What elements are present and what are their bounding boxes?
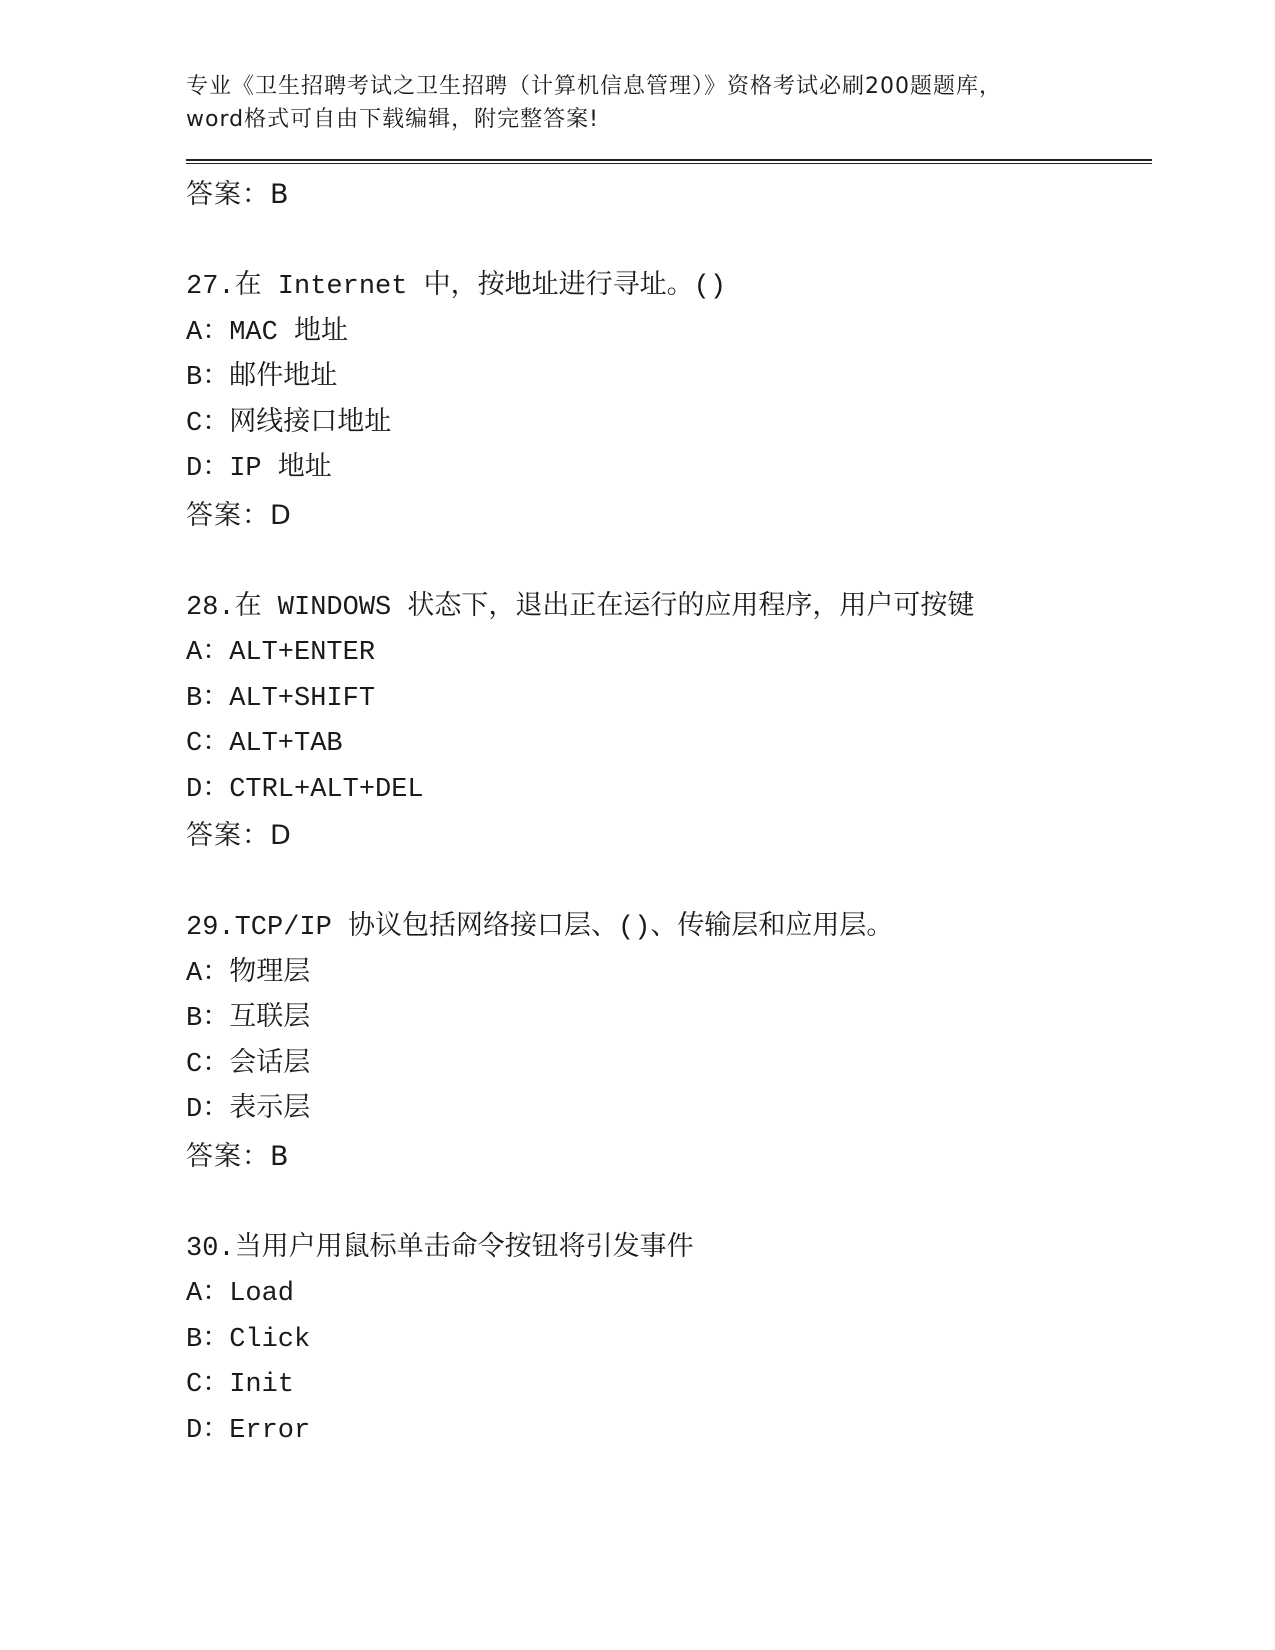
document-header-line-2: word格式可自由下载编辑，附完整答案! (186, 107, 599, 132)
answer-line: 答案：D (186, 820, 292, 851)
question-30 (186, 1227, 1152, 1455)
option-d: D：CTRL+ALT+DEL (186, 774, 424, 805)
question-stem: 29.TCP/IP 协议包括网络接口层、()、传输层和应用层。 (186, 913, 894, 943)
option-c: C：网线接口地址 (186, 408, 392, 439)
option-b: B：邮件地址 (186, 363, 338, 393)
question-stem: 30.当用户用鼠标单击命令按钮将引发事件 (186, 1233, 694, 1264)
answer-line: 答案：D (186, 499, 292, 531)
option-c: C：会话层 (186, 1049, 311, 1080)
option-a: A：MAC 地址 (186, 317, 349, 348)
option-a: A：物理层 (186, 958, 311, 989)
question-stem: 28.在 WINDOWS 状态下，退出正在运行的应用程序，用户可按键 (186, 592, 975, 623)
option-c: C：ALT+TAB (186, 729, 343, 759)
option-a: A：ALT+ENTER (186, 638, 376, 668)
document-header-line-1: 专业《卫生招聘考试之卫生招聘（计算机信息管理）》资格考试必刷200题题库， (186, 74, 1002, 99)
document-page (186, 70, 1152, 1454)
option-b: B：ALT+SHIFT (186, 683, 376, 714)
question-27 (186, 265, 1152, 538)
option-c: C：Init (186, 1370, 295, 1400)
option-d: D：Error (186, 1415, 311, 1446)
option-a: A：Load (186, 1279, 295, 1309)
option-d: D：表示层 (186, 1095, 311, 1125)
option-b: B：互联层 (186, 1004, 311, 1034)
answer-line: 答案：B (186, 179, 290, 210)
question-stem: 27.在 Internet 中，按地址进行寻址。() (186, 272, 727, 302)
option-b: B：Click (186, 1324, 311, 1355)
header-divider (186, 159, 1152, 164)
question-29 (186, 906, 1152, 1179)
question-28 (186, 586, 1152, 859)
answer-line: 答案：B (186, 1140, 290, 1172)
option-d: D：IP 地址 (186, 454, 332, 484)
